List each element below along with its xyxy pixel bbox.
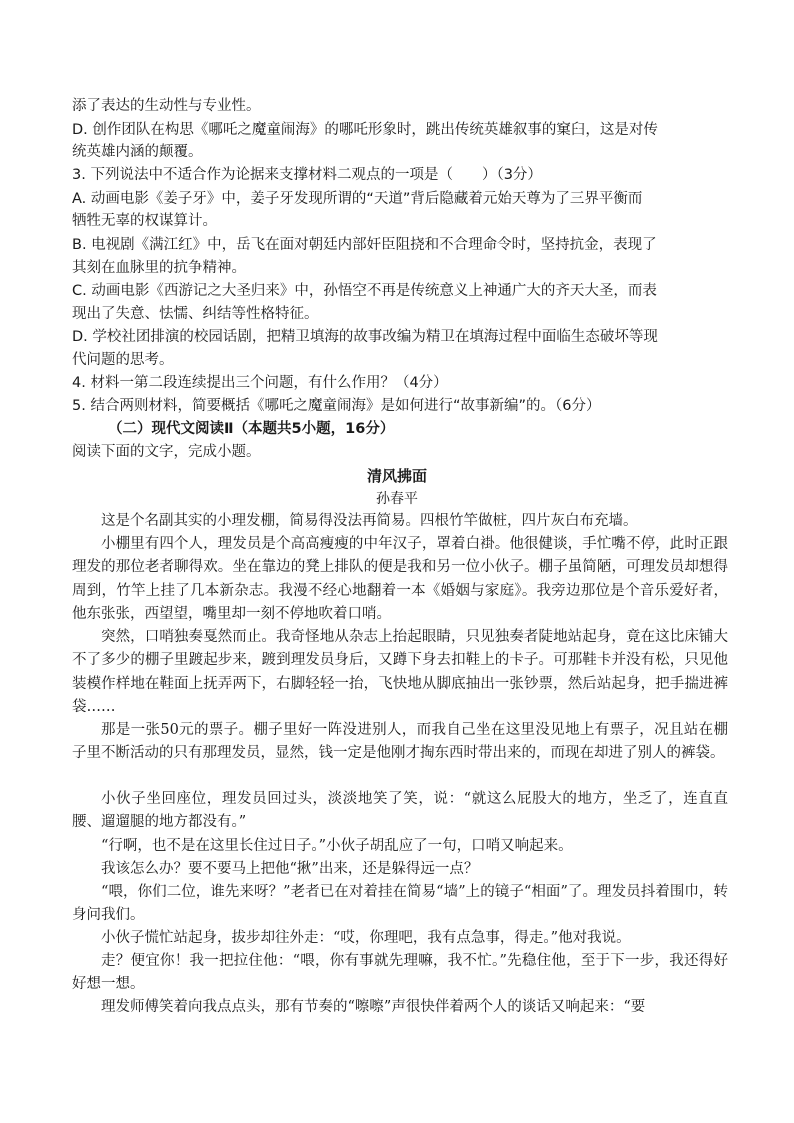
story-author: 孙春平 [376, 491, 418, 507]
story-paragraph: 小伙子坐回座位，理发员回过头，淡淡地笑了笑，说：“就这么屁股大的地方，坐乏了，连直直腰、遛遛腿的地方都没有。” [72, 791, 728, 831]
story-paragraph: 突然，口哨独奏戛然而止。我奇怪地从杂志上抬起眼睛，只见独奏者陡地站起身，竟在这比床铺大不了多少的棚子里踱起步来，踱到理发员身后，又蹲下身去扣鞋上的卡子。可那鞋卡并没有松，只见他装模作样地在鞋面上抚弄两下，右脚轻轻一抬，飞快地从脚底抽出一张钞票，然后站起身，把手揣进裤袋…… [72, 629, 728, 715]
text-line: 现出了失意、怯懦、纠结等性格特征。 [72, 306, 319, 322]
question-3: 3. 下列说法中不适合作为论据来支撑材料二观点的一项是（ ）（3分） [72, 167, 542, 183]
story-paragraph: “行啊，也不是在这里长住过日子。”小伙子胡乱应了一句，口哨又响起来。 [101, 838, 573, 854]
text-line: 添了表达的生动性与专业性。 [72, 98, 261, 114]
story-paragraph: 这是个名副其实的小理发棚，简易得没法再简易。四根竹竿做桩，四片灰白布充墙。 [101, 513, 638, 529]
text-line: 统英雄内涵的颠覆。 [72, 144, 203, 160]
story-paragraph: 那是一张50元的票子。棚子里好一阵没进别人，而我自己坐在这里没见地上有票子，况且站在棚子里不断活动的只有那理发员，显然，钱一定是他刚才掏东西时带出来的，而现在却进了别人的裤袋。 [72, 722, 728, 762]
story-paragraph: 小伙子慌忙站起身，拔步却往外走：“哎，你理吧，我有点急事，得走。”他对我说。 [101, 930, 631, 946]
text-line: 牺牲无辜的权谋算计。 [72, 213, 217, 229]
section-heading: （二）现代文阅读Ⅱ（本题共5小题，16分） [108, 421, 395, 437]
text-line: 代问题的思考。 [72, 352, 174, 368]
option-d-line: D. 学校社团排演的校园话剧，把精卫填海的故事改编为精卫在填海过程中面临生态破坏等现 [72, 329, 658, 345]
story-paragraph: “喂，你们二位，谁先来呀？”老者已在对着挂在简易“墙”上的镜子“相面”了。理发员抖着围巾，转身问我们。 [72, 884, 728, 924]
question-4: 4. 材料一第二段连续提出三个问题，有什么作用？（4分） [72, 375, 448, 391]
story-paragraph: 我该怎么办？要不要马上把他“揪”出来，还是躲得远一点？ [101, 861, 479, 877]
option-a-line: A. 动画电影《姜子牙》中，姜子牙发现所谓的“天道”背后隐藏着元始天尊为了三界平衡而 [72, 191, 643, 207]
question-5: 5. 结合两则材料，简要概括《哪吒之魔童闹海》是如何进行“故事新编”的。（6分） [72, 398, 601, 414]
story-paragraph: 理发师傅笑着向我点点头，那有节奏的“嚓嚓”声很快伴着两个人的谈话又响起来：“要 [101, 999, 646, 1015]
story-paragraph: 走？便宜你！我一把拉住他：“喂，你有事就先理嘛，我不忙。”先稳住他，至于下一步，我还得好好想一想。 [72, 953, 728, 993]
reading-instruction: 阅读下面的文字，完成小题。 [72, 444, 261, 460]
option-d-line: D. 创作团队在构思《哪吒之魔童闹海》的哪吒形象时，跳出传统英雄叙事的窠臼，这是对传 [72, 122, 658, 138]
story-title: 清风拂面 [366, 467, 427, 485]
option-b-line: B. 电视剧《满江红》中，岳飞在面对朝廷内部奸臣阻挠和不合理命令时，坚持抗金，表现了 [72, 237, 657, 253]
option-c-line: C. 动画电影《西游记之大圣归来》中，孙悟空不再是传统意义上神通广大的齐天大圣，而表 [72, 283, 657, 299]
text-line: 其刻在血脉里的抗争精神。 [72, 260, 246, 276]
story-paragraph: 小棚里有四个人，理发员是个高高瘦瘦的中年汉子，罩着白褂。他很健谈，手忙嘴不停，此时正跟理发的那位老者聊得欢。坐在靠边的凳上排队的便是我和另一位小伙子。棚子虽简陋，可理发员却想得周到，竹竿上挂了几本新杂志。我漫不经心地翻着一本《婚姻与家庭》。我旁边那位是个音乐爱好者，他东张张，西望望，嘴里却一刻不停地吹着口哨。 [72, 536, 728, 622]
